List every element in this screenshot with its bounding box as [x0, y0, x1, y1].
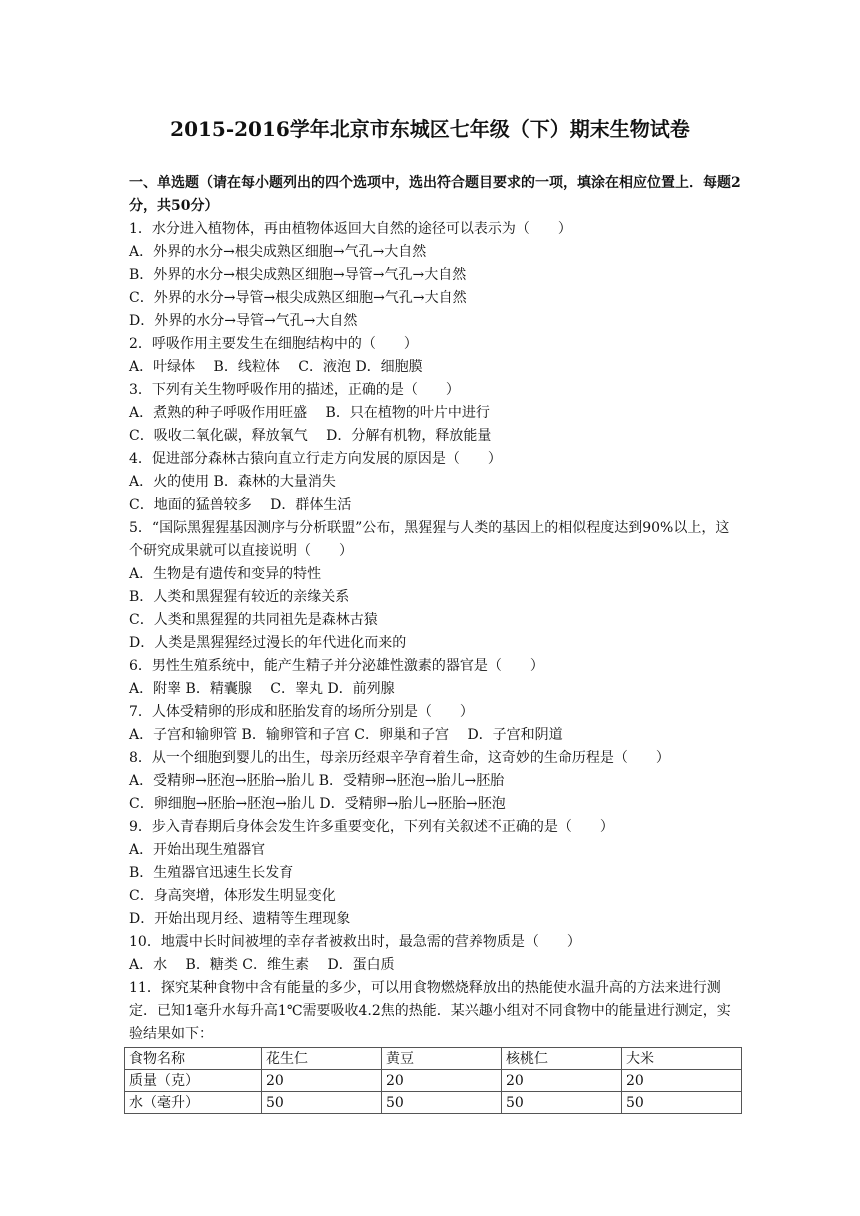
table-row — [125, 1070, 742, 1092]
option: A．子宫和输卵管 B．输卵管和子宫 C．卵巢和子宫 D．子宫和阴道 — [129, 727, 563, 743]
question-stem: 2．呼吸作用主要发生在细胞结构中的（ ） — [129, 336, 418, 352]
option: C．人类和黑猩猩的共同祖先是森林古猿 — [129, 612, 378, 628]
exam-content — [129, 172, 741, 1114]
option: A．叶绿体 B．线粒体 C．液泡 D．细胞膜 — [129, 359, 423, 375]
option: A．火的使用 B．森林的大量消失 — [129, 474, 336, 490]
table-cell: 水（毫升） — [125, 1092, 262, 1114]
table-cell: 50 — [262, 1092, 382, 1114]
table-cell: 20 — [262, 1070, 382, 1092]
table-cell: 20 — [382, 1070, 502, 1092]
table-cell: 50 — [622, 1092, 742, 1114]
option: C．吸收二氧化碳，释放氧气 D．分解有机物，释放能量 — [129, 428, 492, 444]
food-energy-table — [124, 1047, 742, 1114]
question-7 — [129, 701, 741, 747]
question-stem: 10．地震中长时间被埋的幸存者被救出时，最急需的营养物质是（ ） — [129, 934, 581, 950]
table-cell: 50 — [382, 1092, 502, 1114]
question-stem: 11．探究某种食物中含有能量的多少，可以用食物燃烧释放出的热能使水温升高的方法来进行测定．已知1毫升水每升高1℃需要吸收4.2焦的热能．某兴趣小组对不同食物中的能量进行测定，实验结果如下： — [129, 980, 731, 1042]
option: A．水 B．糖类 C．维生素 D．蛋白质 — [129, 957, 395, 973]
option: A．生物是有遗传和变异的特性 — [129, 566, 322, 582]
question-2 — [129, 333, 741, 379]
option: A．开始出现生殖器官 — [129, 842, 266, 858]
option: D．开始出现月经、遗精等生理现象 — [129, 911, 351, 927]
option: C．外界的水分→导管→根尖成熟区细胞→气孔→大自然 — [129, 290, 467, 306]
question-1 — [129, 218, 741, 333]
question-stem: 5．“国际黑猩猩基因测序与分析联盟”公布，黑猩猩与人类的基因上的相似程度达到90%以上，这个研究成果就可以直接说明（ ） — [129, 520, 730, 559]
question-10 — [129, 931, 741, 977]
question-11 — [129, 977, 741, 1114]
section-1-heading: 一、单选题（请在每小题列出的四个选项中，选出符合题目要求的一项，填涂在相应位置上．每题2分，共50分） — [129, 175, 741, 214]
option: B．生殖器官迅速生长发育 — [129, 865, 294, 881]
question-3 — [129, 379, 741, 448]
option: A．煮熟的种子呼吸作用旺盛 B．只在植物的叶片中进行 — [129, 405, 490, 421]
question-stem: 1．水分进入植物体，再由植物体返回大自然的途径可以表示为（ ） — [129, 221, 572, 237]
table-header-row — [125, 1048, 742, 1070]
table-cell: 核桃仁 — [502, 1048, 622, 1070]
table-cell: 20 — [622, 1070, 742, 1092]
table-cell: 食物名称 — [125, 1048, 262, 1070]
question-stem: 4．促进部分森林古猿向直立行走方向发展的原因是（ ） — [129, 451, 502, 467]
table-row — [125, 1092, 742, 1114]
option: D．人类是黑猩猩经过漫长的年代进化而来的 — [129, 635, 407, 651]
table-cell: 大米 — [622, 1048, 742, 1070]
option: D．外界的水分→导管→气孔→大自然 — [129, 313, 358, 329]
table-cell: 50 — [502, 1092, 622, 1114]
option: C．地面的猛兽较多 D．群体生活 — [129, 497, 352, 513]
question-stem: 9．步入青春期后身体会发生许多重要变化，下列有关叙述不正确的是（ ） — [129, 819, 614, 835]
option: A．外界的水分→根尖成熟区细胞→气孔→大自然 — [129, 244, 427, 260]
option: B．人类和黑猩猩有较近的亲缘关系 — [129, 589, 350, 605]
question-stem: 6．男性生殖系统中，能产生精子并分泌雄性激素的器官是（ ） — [129, 658, 544, 674]
table-cell: 黄豆 — [382, 1048, 502, 1070]
question-5 — [129, 517, 741, 655]
question-stem: 8．从一个细胞到婴儿的出生，母亲历经艰辛孕育着生命，这奇妙的生命历程是（ ） — [129, 750, 670, 766]
question-6 — [129, 655, 741, 701]
table-cell: 花生仁 — [262, 1048, 382, 1070]
question-8 — [129, 747, 741, 816]
option: A．受精卵→胚泡→胚胎→胎儿 B．受精卵→胚泡→胎儿→胚胎 — [129, 773, 505, 789]
question-stem: 7．人体受精卵的形成和胚胎发育的场所分别是（ ） — [129, 704, 474, 720]
question-9 — [129, 816, 741, 931]
table-cell: 20 — [502, 1070, 622, 1092]
option: A．附睾 B．精囊腺 C．睾丸 D．前列腺 — [129, 681, 395, 697]
table-cell: 质量（克） — [125, 1070, 262, 1092]
exam-title: 2015-2016学年北京市东城区七年级（下）期末生物试卷 — [170, 117, 690, 141]
question-4 — [129, 448, 741, 517]
option: C．身高突增，体形发生明显变化 — [129, 888, 336, 904]
option: B．外界的水分→根尖成熟区细胞→导管→气孔→大自然 — [129, 267, 467, 283]
option: C．卵细胞→胚胎→胚泡→胎儿 D．受精卵→胎儿→胚胎→胚泡 — [129, 796, 506, 812]
question-stem: 3．下列有关生物呼吸作用的描述，正确的是（ ） — [129, 382, 460, 398]
